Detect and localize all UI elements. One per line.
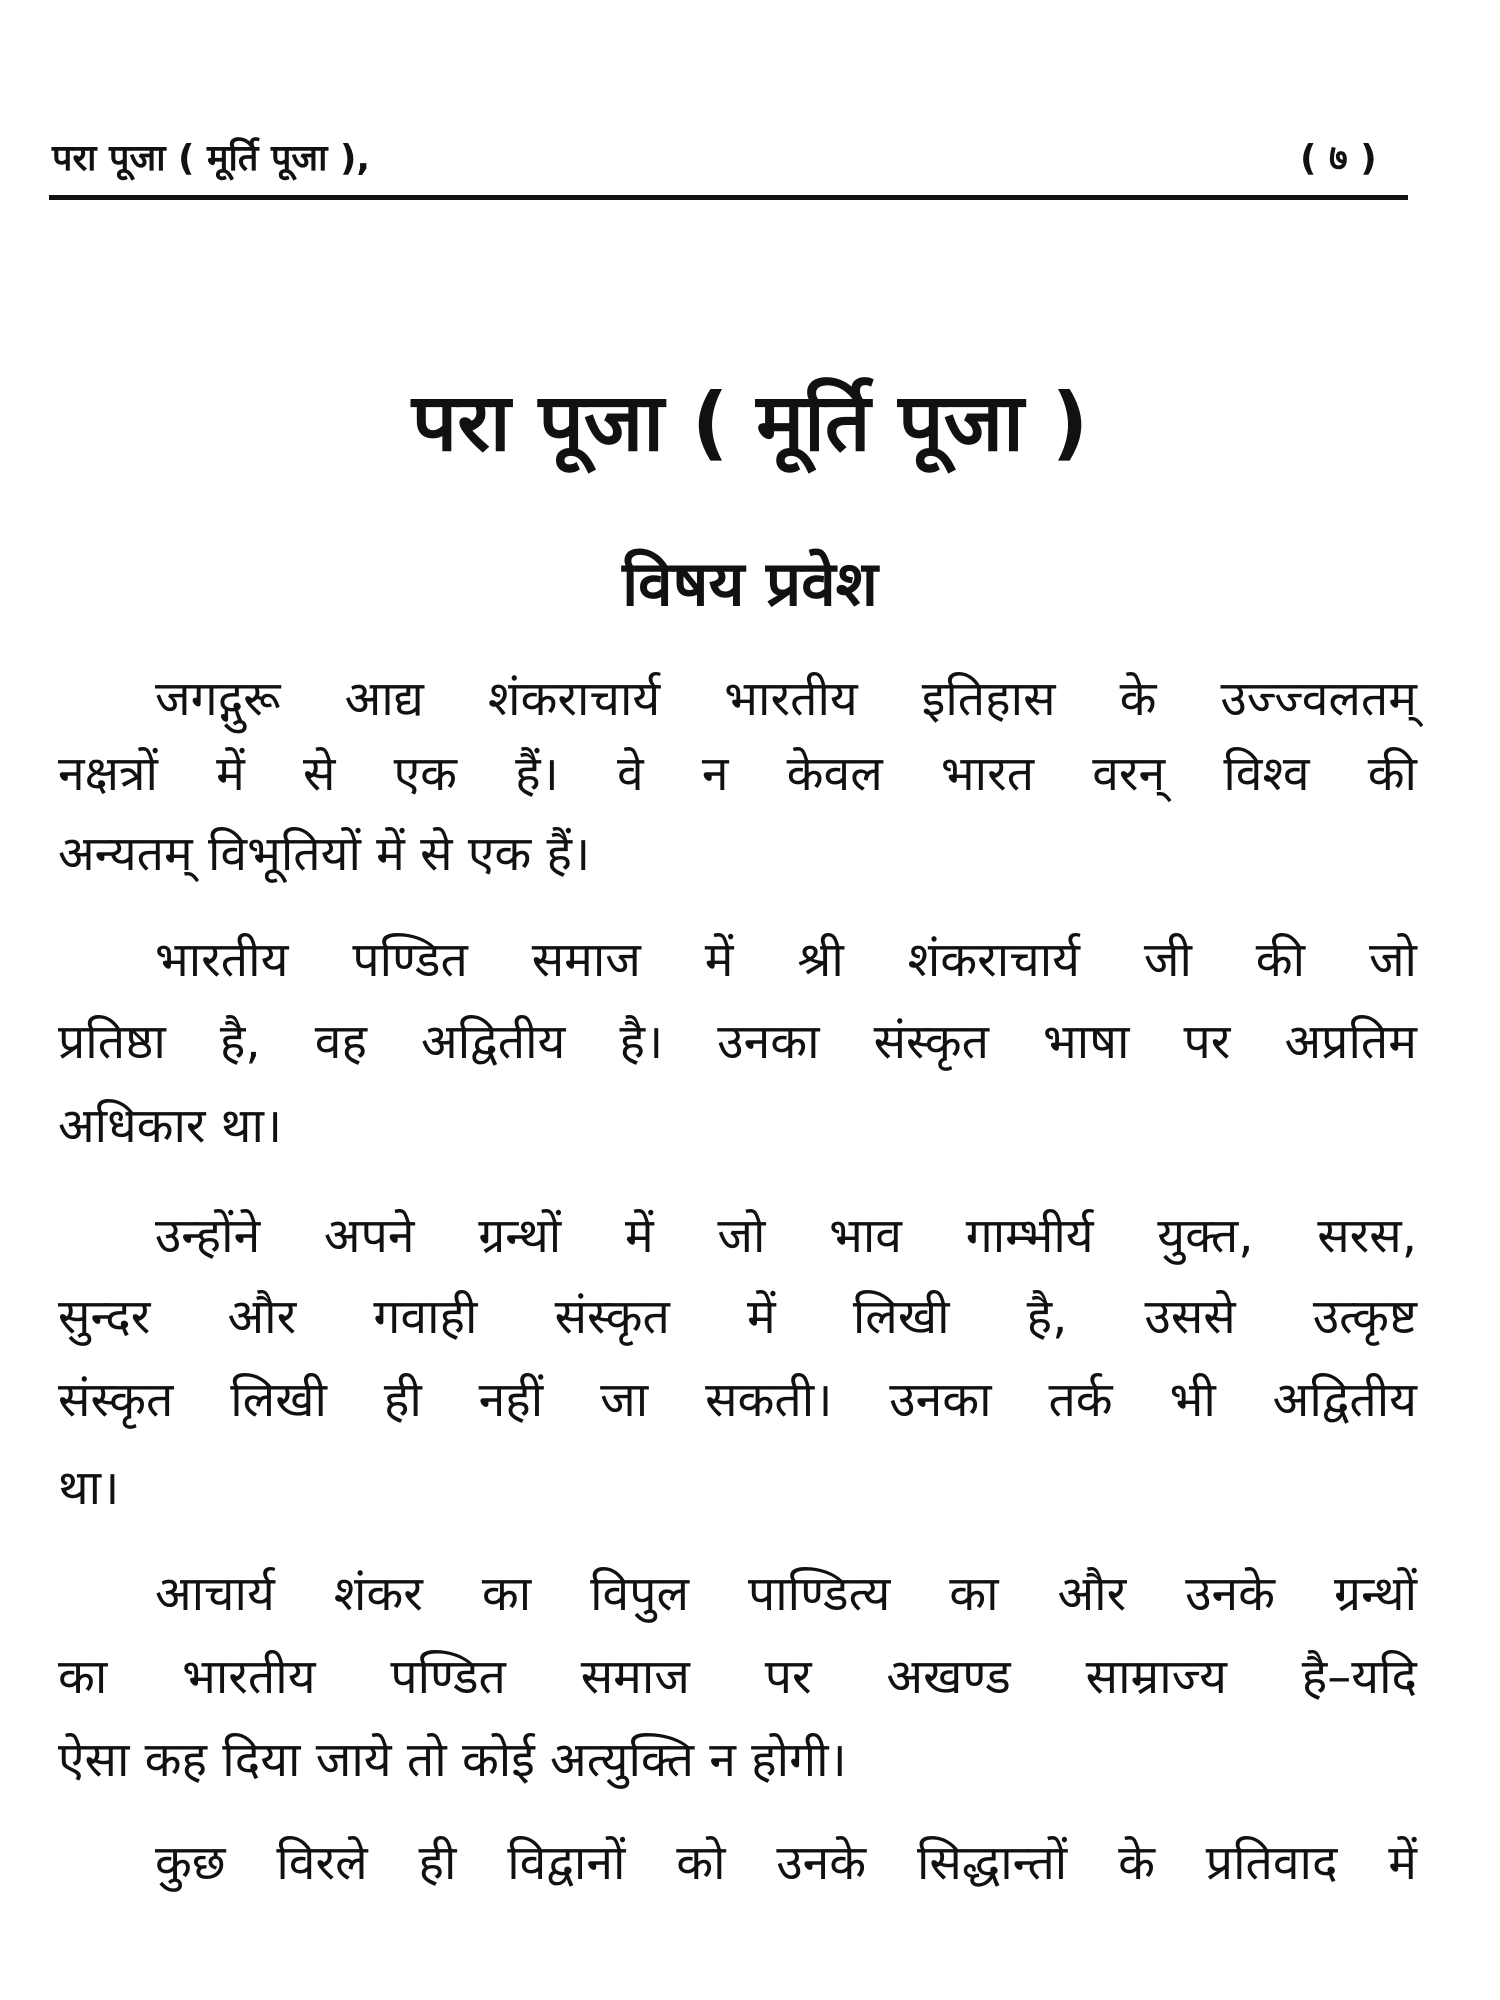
header-rule (49, 195, 1408, 200)
paragraph-line: अधिकार था। (58, 1098, 283, 1154)
page-number: ( ७ ) (1300, 138, 1377, 179)
paragraph-line: संस्कृत लिखी ही नहीं जा सकती। उनका तर्क भी अद्वितीय (58, 1372, 1417, 1428)
page-title: परा पूजा ( मूर्ति पूजा ) (411, 376, 1089, 469)
paragraph-line: जगद्गुरू आद्य शंकराचार्य भारतीय इतिहास के उज्ज्वलतम् (155, 671, 1417, 727)
running-header-title: परा पूजा ( मूर्ति पूजा ), (52, 138, 371, 179)
paragraph-line: ऐसा कह दिया जाये तो कोई अत्युक्ति न होगी। (58, 1732, 847, 1788)
paragraph-line: नक्षत्रों में से एक हैं। वे न केवल भारत वरन् विश्व की (58, 746, 1417, 802)
paragraph-line: कुछ विरले ही विद्वानों को उनके सिद्धान्तों के प्रतिवाद में (155, 1835, 1417, 1891)
paragraph-line: आचार्य शंकर का विपुल पाण्डित्य का और उनके ग्रन्थों (155, 1566, 1417, 1622)
section-heading: विषय प्रवेश (622, 547, 878, 620)
paragraph-line: का भारतीय पण्डित समाज पर अखण्ड साम्राज्य है–यदि (58, 1649, 1417, 1705)
paragraph-line: प्रतिष्ठा है, वह अद्वितीय है। उनका संस्कृत भाषा पर अप्रतिम (58, 1014, 1417, 1070)
paragraph-line: उन्होंने अपने ग्रन्थों में जो भाव गाम्भीर्य युक्त, सरस, (155, 1208, 1417, 1264)
paragraph-line: था। (58, 1460, 120, 1516)
paragraph-line: अन्यतम् विभूतियों में से एक हैं। (58, 826, 591, 882)
paragraph-line: भारतीय पण्डित समाज में श्री शंकराचार्य जी की जो (155, 932, 1417, 988)
paragraph-line: सुन्दर और गवाही संस्कृत में लिखी है, उससे उत्कृष्ट (58, 1289, 1417, 1345)
